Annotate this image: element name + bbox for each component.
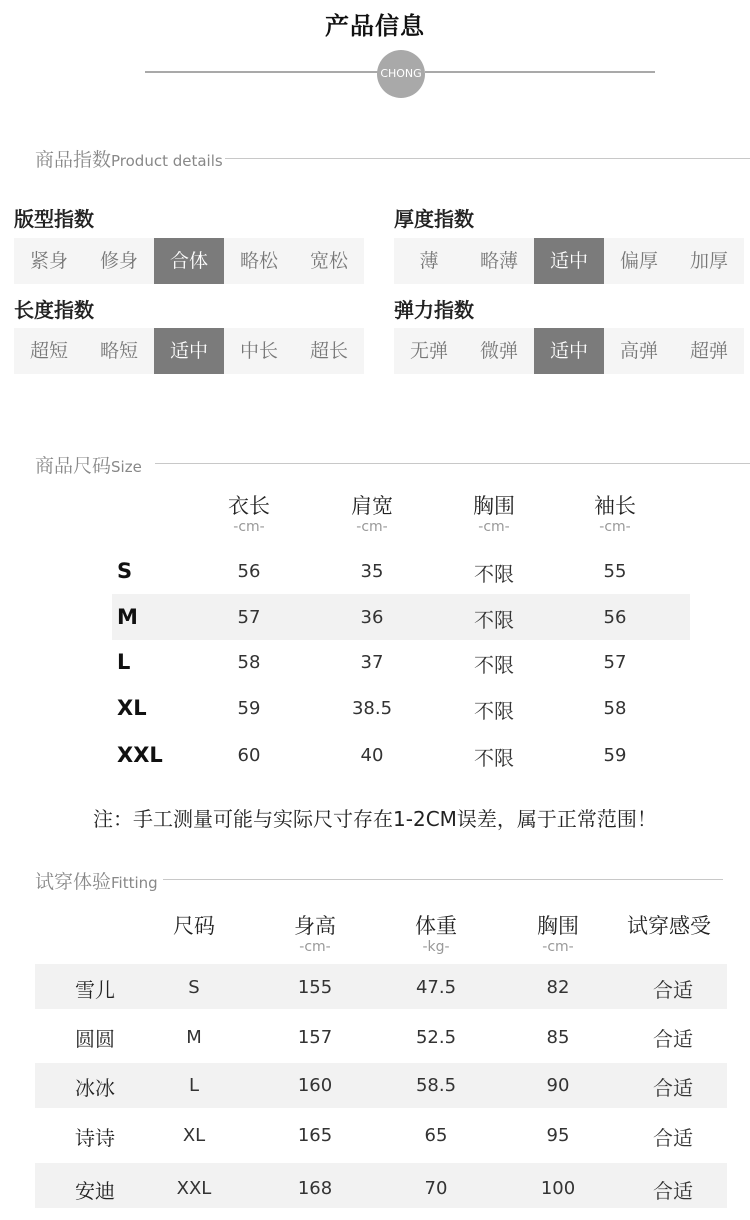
fitting-cell: 155 (297, 977, 333, 998)
size-rule (155, 463, 750, 464)
size-col-unit: -cm- (599, 519, 631, 535)
fitting-cell: 合适 (653, 1076, 693, 1100)
fitting-cell: S (188, 977, 200, 998)
size-heading (35, 451, 142, 478)
fitting-heading (35, 867, 158, 894)
fitting-model-name: 圆圆 (75, 1027, 115, 1051)
fitting-cell: M (186, 1027, 202, 1048)
index-option: 薄 (419, 250, 439, 272)
fitting-col-header: 尺码 (173, 914, 215, 938)
size-col-unit: -cm- (356, 519, 388, 535)
fitting-cell: XL (182, 1125, 206, 1146)
size-cell: 不限 (474, 699, 514, 723)
size-label: M (117, 605, 138, 629)
index-option: 偏厚 (619, 250, 658, 272)
index-row-length (14, 328, 364, 374)
fitting-model-name: 雪儿 (75, 978, 115, 1002)
index-option-selected: 适中 (154, 328, 224, 374)
size-col-unit: -cm- (478, 519, 510, 535)
fitting-rule (163, 879, 723, 880)
size-cell: 59 (237, 698, 261, 719)
size-cell: 60 (237, 745, 261, 766)
index-option-selected: 合体 (154, 238, 224, 284)
size-cell: 不限 (474, 608, 514, 632)
size-cell: 57 (237, 607, 261, 628)
size-heading-en: Size (111, 458, 142, 476)
product-details-rule (225, 158, 750, 159)
title-divider-left (145, 71, 378, 73)
size-label: L (117, 650, 131, 674)
fitting-cell: L (188, 1075, 200, 1096)
measurement-note: 注：手工测量可能与实际尺寸存在1-2CM误差，属于正常范围！ (93, 807, 657, 831)
fitting-cell: 100 (540, 1178, 576, 1199)
index-option: 高弹 (619, 340, 658, 362)
index-option: 略短 (99, 340, 138, 362)
fitting-cell: 52.5 (415, 1027, 457, 1048)
index-option: 宽松 (309, 250, 348, 272)
fitting-heading-cn: 试穿体验 (35, 871, 112, 893)
index-option-selected: 适中 (534, 328, 604, 374)
index-option: 紧身 (29, 250, 68, 272)
brand-logo-text: CHONG (380, 67, 422, 80)
fitting-cell: 47.5 (415, 977, 457, 998)
index-row-fit (14, 238, 364, 284)
fitting-cell: 65 (424, 1125, 448, 1146)
fitting-col-header: 身高 (294, 914, 336, 938)
fitting-col-unit: -cm- (542, 939, 574, 955)
size-cell: 35 (360, 561, 384, 582)
index-title-elasticity: 弹力指数 (394, 298, 474, 322)
index-option: 超长 (309, 340, 348, 362)
page-title: 产品信息 (325, 12, 425, 40)
size-cell: 不限 (474, 746, 514, 770)
index-row-thickness (394, 238, 744, 284)
fitting-model-name: 冰冰 (75, 1076, 115, 1100)
title-divider-right (425, 71, 655, 73)
size-cell: 不限 (474, 653, 514, 677)
fitting-cell: 165 (297, 1125, 333, 1146)
fitting-cell: 58.5 (415, 1075, 457, 1096)
fitting-cell: 157 (297, 1027, 333, 1048)
index-option-selected: 适中 (534, 238, 604, 284)
fitting-cell: 合适 (653, 1027, 693, 1051)
product-details-heading-cn: 商品指数 (35, 149, 112, 171)
product-details-heading (35, 145, 223, 172)
index-option: 中长 (239, 340, 278, 362)
fitting-cell: 合适 (653, 978, 693, 1002)
size-cell: 38.5 (351, 698, 393, 719)
size-cell: 58 (603, 698, 627, 719)
size-col-header: 袖长 (594, 494, 636, 518)
fitting-cell: 合适 (653, 1126, 693, 1150)
index-option: 修身 (99, 250, 138, 272)
size-col-header: 肩宽 (351, 494, 393, 518)
size-cell: 56 (603, 607, 627, 628)
size-label: XXL (117, 743, 163, 767)
index-option: 超短 (29, 340, 68, 362)
size-cell: 不限 (474, 562, 514, 586)
size-col-header: 衣长 (228, 494, 270, 518)
fitting-cell: 160 (297, 1075, 333, 1096)
fitting-col-unit: -cm- (299, 939, 331, 955)
fitting-col-header: 试穿感受 (627, 914, 711, 938)
size-label: XL (117, 696, 147, 720)
fitting-cell: 168 (297, 1178, 333, 1199)
fitting-cell: 90 (546, 1075, 570, 1096)
size-cell: 37 (360, 652, 384, 673)
index-title-thickness: 厚度指数 (394, 207, 474, 231)
size-cell: 58 (237, 652, 261, 673)
size-col-unit: -cm- (233, 519, 265, 535)
index-option: 超弹 (689, 340, 728, 362)
fitting-model-name: 诗诗 (75, 1126, 115, 1150)
fitting-col-unit: -kg- (422, 939, 450, 955)
fitting-cell: XXL (176, 1178, 212, 1199)
size-cell: 59 (603, 745, 627, 766)
size-cell: 55 (603, 561, 627, 582)
size-col-header: 胸围 (473, 494, 515, 518)
index-option: 无弹 (409, 340, 448, 362)
fitting-cell: 85 (546, 1027, 570, 1048)
fitting-heading-en: Fitting (111, 874, 158, 892)
fitting-cell: 95 (546, 1125, 570, 1146)
fitting-cell: 70 (424, 1178, 448, 1199)
size-cell: 40 (360, 745, 384, 766)
size-cell: 36 (360, 607, 384, 628)
fitting-col-header: 胸围 (537, 914, 579, 938)
size-cell: 56 (237, 561, 261, 582)
index-option: 微弹 (479, 340, 518, 362)
index-row-elasticity (394, 328, 744, 374)
fitting-cell: 82 (546, 977, 570, 998)
size-label: S (117, 559, 133, 583)
fitting-col-header: 体重 (415, 914, 457, 938)
index-title-length: 长度指数 (14, 298, 94, 322)
size-cell: 57 (603, 652, 627, 673)
index-option: 略松 (239, 250, 278, 272)
index-option: 略薄 (479, 250, 518, 272)
fitting-cell: 合适 (653, 1179, 693, 1203)
index-title-fit: 版型指数 (14, 207, 94, 231)
product-details-heading-en: Product details (111, 152, 223, 170)
size-heading-cn: 商品尺码 (35, 455, 112, 477)
fitting-model-name: 安迪 (75, 1179, 115, 1203)
index-option: 加厚 (689, 250, 728, 272)
